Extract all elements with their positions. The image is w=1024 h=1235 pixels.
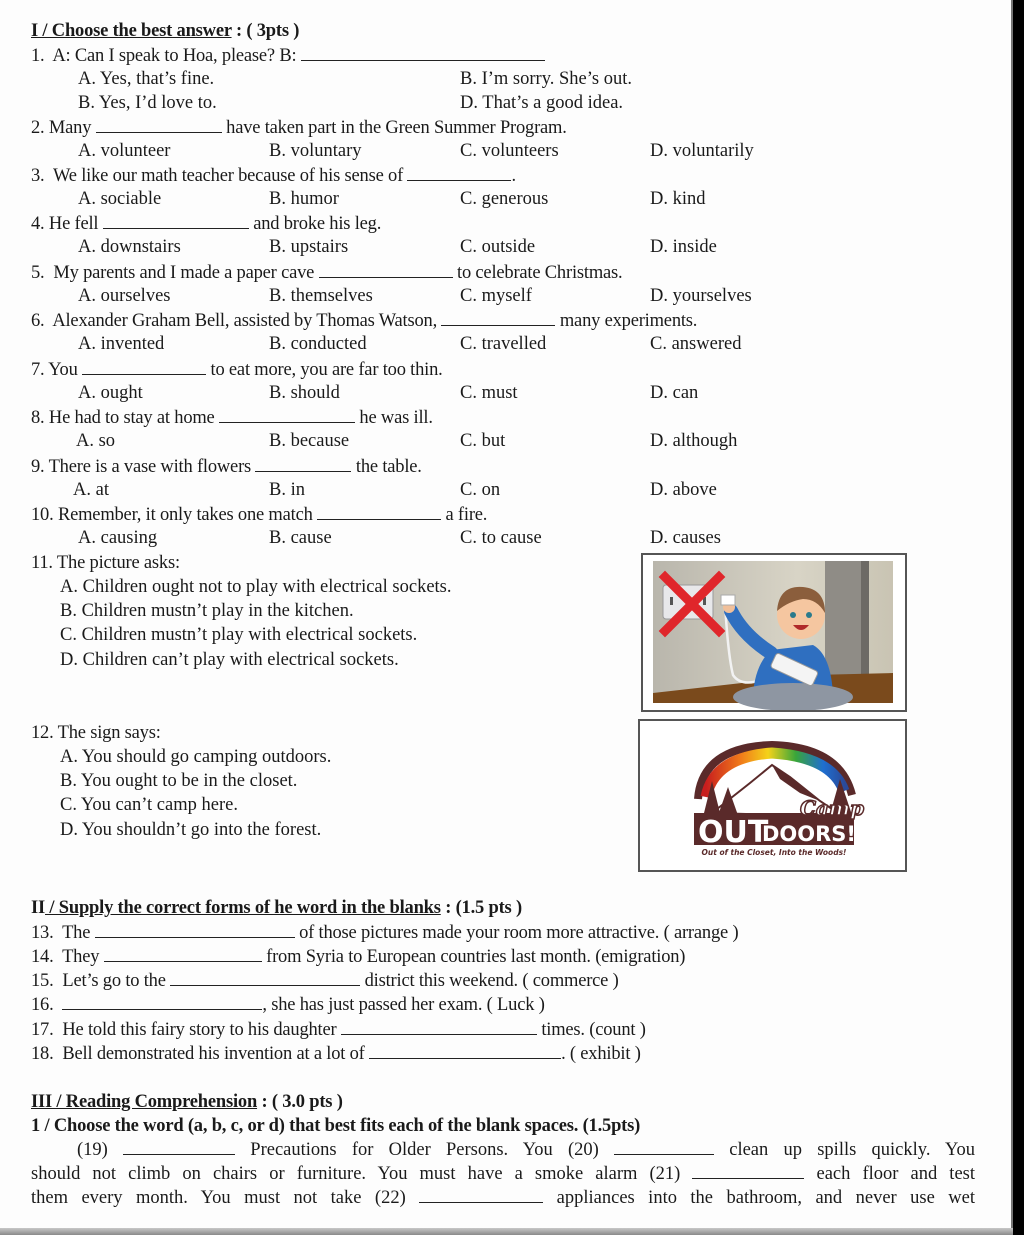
- question-stem: A: Can I speak to Hoa, please? B:: [52, 46, 301, 66]
- right-black-border: [1013, 0, 1024, 1235]
- door-frame: [825, 561, 867, 679]
- reading-passage: [31, 1138, 975, 1210]
- option[interactable]: D. yourselves: [650, 286, 752, 306]
- passage-text: clean up spills quickly. You: [714, 1140, 975, 1160]
- question-2: [31, 116, 567, 139]
- option[interactable]: A. Children ought not to play with electrical sockets.: [60, 577, 452, 597]
- answer-blank[interactable]: [301, 44, 545, 61]
- passage-text: should not climb on chairs or furniture. You must have a smoke alarm (21): [31, 1164, 693, 1184]
- question-10: [31, 503, 487, 526]
- option[interactable]: C. You can’t camp here.: [60, 795, 238, 815]
- passage-text: Precautions for Older Persons. You (20): [235, 1140, 615, 1160]
- question-stem-end: . ( exhibit ): [561, 1044, 641, 1064]
- option[interactable]: D. You shouldn’t go into the forest.: [60, 820, 322, 840]
- answer-blank-22[interactable]: [419, 1186, 543, 1203]
- section-1-heading: [31, 20, 299, 42]
- socket-hole: [670, 597, 673, 605]
- answer-blank-20[interactable]: [614, 1138, 714, 1155]
- section-1-title: I / Choose the best answer: [31, 21, 232, 41]
- question-8: [31, 406, 433, 429]
- section-2-roman: II: [31, 898, 45, 918]
- answer-blank[interactable]: [82, 358, 206, 375]
- question-stem: Many: [48, 118, 96, 138]
- question-stem-end: to celebrate Christmas.: [452, 263, 623, 283]
- option[interactable]: A. downstairs: [78, 237, 181, 257]
- question-number: 10.: [31, 505, 54, 525]
- option[interactable]: C. myself: [460, 286, 532, 306]
- option[interactable]: A. invented: [78, 334, 165, 354]
- option[interactable]: D. can: [650, 383, 699, 403]
- section-3-instruction: 1 / Choose the word (a, b, c, or d) that best fits each of the blank spaces. (1.5pts): [31, 1116, 641, 1136]
- question-stem-end: , she has just passed her exam. ( Luck ): [262, 995, 545, 1015]
- question-11-stem: 11. The picture asks:: [31, 553, 180, 573]
- option[interactable]: A. ourselves: [78, 286, 171, 306]
- camp-outdoors-sign: [638, 719, 907, 872]
- question-stem: There is a vase with flowers: [48, 457, 256, 477]
- passage-line: [31, 1162, 975, 1186]
- question-number: 7.: [31, 360, 45, 380]
- legs: [733, 683, 853, 710]
- eye: [806, 612, 812, 618]
- option[interactable]: C. generous: [460, 189, 549, 209]
- question-stem: They: [62, 947, 104, 967]
- question-number: 16.: [31, 995, 54, 1015]
- question-stem: He fell: [48, 214, 103, 234]
- answer-blank-19[interactable]: [123, 1138, 235, 1155]
- question-stem: Let’s go to the: [62, 971, 171, 991]
- option[interactable]: D. above: [650, 480, 717, 500]
- plug: [721, 595, 735, 605]
- camp-outdoors-logo: [640, 721, 905, 870]
- question-6: [31, 309, 697, 332]
- option[interactable]: A. so: [76, 431, 116, 451]
- question-stem: My parents and I made a paper cave: [53, 263, 319, 283]
- option[interactable]: B. Yes, I’d love to.: [78, 93, 217, 113]
- option[interactable]: A. ought: [78, 383, 143, 403]
- question-stem-end: he was ill.: [355, 408, 433, 428]
- answer-blank[interactable]: [95, 921, 295, 938]
- question-number: 5.: [31, 263, 45, 283]
- option[interactable]: D. voluntarily: [650, 141, 754, 161]
- question-15: [31, 969, 619, 992]
- option[interactable]: B. You ought to be in the closet.: [60, 771, 298, 791]
- question-stem: Alexander Graham Bell, assisted by Thomas Watson,: [52, 311, 442, 331]
- eye: [790, 612, 796, 618]
- question-stem: We like our math teacher because of his sense of: [53, 166, 408, 186]
- question-stem: Bell demonstrated his invention at a lot of: [62, 1044, 370, 1064]
- passage-text: each floor and test: [804, 1164, 975, 1184]
- question-stem-end: many experiments.: [555, 311, 698, 331]
- option[interactable]: B. upstairs: [269, 237, 349, 257]
- option[interactable]: D. Children can’t play with electrical sockets.: [60, 650, 399, 670]
- question-stem-end: .: [511, 166, 516, 186]
- question-stem: He had to stay at home: [48, 408, 219, 428]
- question-stem: The: [62, 923, 95, 943]
- question-number: 3.: [31, 166, 45, 186]
- question-stem-end: times. (count ): [536, 1020, 646, 1040]
- option[interactable]: B. should: [269, 383, 340, 403]
- question-number: 4.: [31, 214, 45, 234]
- question-stem: Remember, it only takes one match: [57, 505, 318, 525]
- section-1-points: : ( 3pts ): [231, 21, 300, 41]
- answer-blank[interactable]: [369, 1042, 561, 1059]
- question-stem-end: have taken part in the Green Summer Program.: [221, 118, 567, 138]
- question-number: 2.: [31, 118, 45, 138]
- question-1: [31, 44, 545, 67]
- option[interactable]: B. humor: [269, 189, 339, 209]
- question-number: 18.: [31, 1044, 54, 1064]
- question-number: 13.: [31, 923, 54, 943]
- answer-blank[interactable]: [170, 969, 360, 986]
- question-7: [31, 358, 443, 381]
- section-2-title: / Supply the correct forms of he word in the blanks: [45, 898, 441, 918]
- question-stem-end: district this weekend. ( commerce ): [360, 971, 619, 991]
- question-stem-end: and broke his leg.: [248, 214, 382, 234]
- question-number: 15.: [31, 971, 54, 991]
- option[interactable]: B. in: [269, 480, 305, 500]
- option[interactable]: B. because: [269, 431, 350, 451]
- question-5: [31, 261, 622, 284]
- boy-with-socket-illustration: [643, 555, 905, 710]
- option[interactable]: C. must: [460, 383, 518, 403]
- question-stem-end: of those pictures made your room more attractive. ( arrange ): [294, 923, 739, 943]
- question-14: [31, 945, 685, 968]
- option[interactable]: C. to cause: [460, 528, 542, 548]
- option[interactable]: B. Children mustn’t play in the kitchen.: [60, 601, 354, 621]
- question-number: 6.: [31, 311, 45, 331]
- option[interactable]: A. You should go camping outdoors.: [60, 747, 332, 767]
- answer-blank[interactable]: [319, 261, 453, 278]
- option[interactable]: A. at: [73, 480, 109, 500]
- option[interactable]: A. volunteer: [78, 141, 171, 161]
- option[interactable]: D. causes: [650, 528, 721, 548]
- answer-blank-21[interactable]: [692, 1162, 804, 1179]
- option[interactable]: D. That’s a good idea.: [460, 93, 624, 113]
- question-stem: He told this fairy story to his daughter: [62, 1020, 341, 1040]
- answer-blank[interactable]: [341, 1018, 537, 1035]
- socket-warning-picture: [641, 553, 907, 712]
- question-stem-end: a fire.: [441, 505, 488, 525]
- passage-line: [31, 1186, 975, 1210]
- answer-blank[interactable]: [103, 212, 249, 229]
- option[interactable]: C. volunteers: [460, 141, 559, 161]
- question-number: 14.: [31, 947, 54, 967]
- section-3-title: III / Reading Comprehension: [31, 1092, 258, 1112]
- answer-blank[interactable]: [219, 406, 355, 423]
- logo-word-camp: Camp: [800, 796, 865, 820]
- passage-text: appliances into the bathroom, and never use wet: [543, 1188, 975, 1208]
- question-13: [31, 921, 738, 944]
- passage-line: [31, 1138, 975, 1162]
- option[interactable]: C. but: [460, 431, 506, 451]
- answer-blank[interactable]: [441, 309, 555, 326]
- section-3-points: : ( 3.0 pts ): [257, 1092, 343, 1112]
- option[interactable]: B. themselves: [269, 286, 373, 306]
- question-17: [31, 1018, 646, 1041]
- question-stem: You: [48, 360, 83, 380]
- option[interactable]: A. causing: [78, 528, 158, 548]
- question-4: [31, 212, 381, 235]
- option[interactable]: B. I’m sorry. She’s out.: [460, 69, 632, 89]
- option[interactable]: D. although: [650, 431, 738, 451]
- option[interactable]: A. sociable: [78, 189, 162, 209]
- question-9: [31, 455, 422, 478]
- passage-text: them every month. You must not take (22): [31, 1188, 420, 1208]
- answer-blank[interactable]: [96, 116, 222, 133]
- logo-word-out: OUT: [698, 815, 769, 850]
- option[interactable]: C. on: [460, 480, 501, 500]
- answer-blank[interactable]: [104, 945, 262, 962]
- option[interactable]: C. outside: [460, 237, 536, 257]
- question-16: [31, 993, 545, 1016]
- option[interactable]: C. Children mustn’t play with electrical sockets.: [60, 625, 418, 645]
- option[interactable]: B. cause: [269, 528, 332, 548]
- bottom-shadow-border: [0, 1228, 1013, 1235]
- question-12-stem: 12. The sign says:: [31, 723, 161, 743]
- question-3: [31, 164, 516, 187]
- answer-blank[interactable]: [255, 455, 351, 472]
- logo-word-doors: DOORS!: [762, 822, 857, 846]
- question-number: 17.: [31, 1020, 54, 1040]
- passage-text: (19): [77, 1140, 124, 1160]
- section-3-heading: [31, 1091, 343, 1113]
- question-number: 1.: [31, 46, 45, 66]
- logo-tagline: Out of the Closet, Into the Woods!: [701, 848, 847, 857]
- question-stem-end: the table.: [351, 457, 422, 477]
- option[interactable]: D. inside: [650, 237, 717, 257]
- option[interactable]: A. Yes, that’s fine.: [78, 69, 215, 89]
- option[interactable]: C. travelled: [460, 334, 547, 354]
- answer-blank[interactable]: [317, 503, 441, 520]
- section-2-heading: [31, 897, 522, 919]
- section-2-points: : (1.5 pts ): [440, 898, 522, 918]
- answer-blank[interactable]: [407, 164, 511, 181]
- option[interactable]: B. conducted: [269, 334, 367, 354]
- option[interactable]: D. kind: [650, 189, 706, 209]
- answer-blank[interactable]: [62, 993, 262, 1010]
- question-18: [31, 1042, 641, 1065]
- question-number: 9.: [31, 457, 45, 477]
- question-number: 8.: [31, 408, 45, 428]
- door-shadow: [861, 561, 869, 679]
- option[interactable]: B. voluntary: [269, 141, 362, 161]
- question-stem-end: to eat more, you are far too thin.: [206, 360, 443, 380]
- question-stem-end: from Syria to European countries last month. (emigration): [261, 947, 686, 967]
- option[interactable]: C. answered: [650, 334, 742, 354]
